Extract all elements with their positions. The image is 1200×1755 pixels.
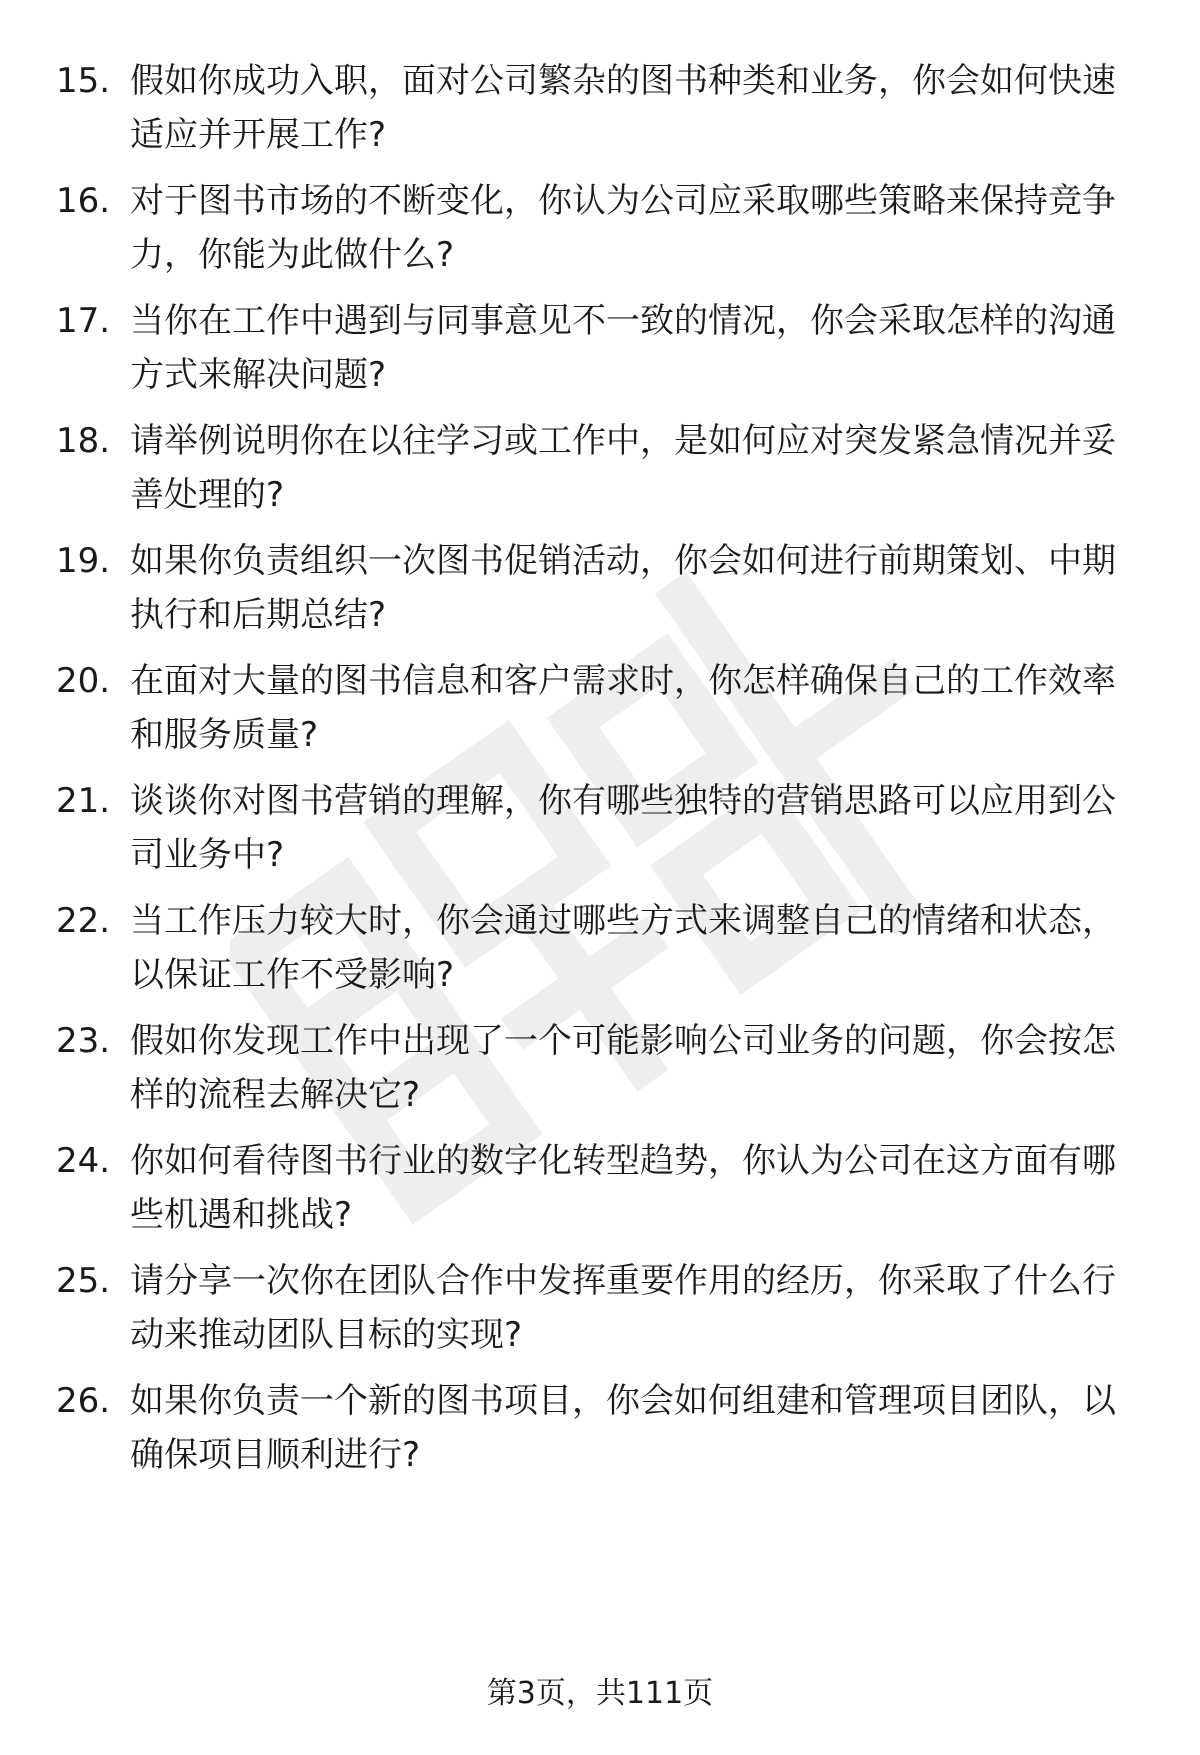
question-text: 假如你发现工作中出现了一个可能影响公司业务的问题，你会按怎样的流程去解决它? <box>130 1021 1116 1115</box>
list-item <box>0 414 1200 524</box>
question-text: 如果你负责一个新的图书项目，你会如何组建和管理项目团队，以确保项目顺利进行? <box>130 1381 1116 1475</box>
question-number: 16. <box>56 181 111 221</box>
question-number: 15. <box>56 61 111 101</box>
list-item <box>0 1014 1200 1124</box>
list-item <box>0 1134 1200 1244</box>
list-item <box>0 894 1200 1004</box>
question-text: 如果你负责组织一次图书促销活动，你会如何进行前期策划、中期执行和后期总结? <box>130 541 1116 635</box>
question-number: 26. <box>56 1381 111 1421</box>
list-item <box>0 54 1200 164</box>
list-item <box>0 774 1200 884</box>
list-item <box>0 654 1200 764</box>
list-item <box>0 174 1200 284</box>
question-text: 你如何看待图书行业的数字化转型趋势，你认为公司在这方面有哪些机遇和挑战? <box>130 1141 1116 1235</box>
question-text: 当工作压力较大时，你会通过哪些方式来调整自己的情绪和状态，以保证工作不受影响? <box>130 901 1116 995</box>
list-item <box>0 1254 1200 1364</box>
question-text: 请分享一次你在团队合作中发挥重要作用的经历，你采取了什么行动来推动团队目标的实现? <box>130 1261 1116 1355</box>
question-text: 请举例说明你在以往学习或工作中，是如何应对突发紧急情况并妥善处理的? <box>130 421 1116 515</box>
question-text: 当你在工作中遇到与同事意见不一致的情况，你会采取怎样的沟通方式来解决问题? <box>130 301 1116 395</box>
question-text: 对于图书市场的不断变化，你认为公司应采取哪些策略来保持竞争力，你能为此做什么? <box>130 181 1116 275</box>
question-number: 19. <box>56 541 111 581</box>
question-text: 谈谈你对图书营销的理解，你有哪些独特的营销思路可以应用到公司业务中? <box>130 781 1116 875</box>
question-text: 假如你成功入职，面对公司繁杂的图书种类和业务，你会如何快速适应并开展工作? <box>130 61 1116 155</box>
question-number: 17. <box>56 301 111 341</box>
question-number: 25. <box>56 1261 111 1301</box>
question-number: 24. <box>56 1141 111 1181</box>
list-item <box>0 294 1200 404</box>
question-text: 在面对大量的图书信息和客户需求时，你怎样确保自己的工作效率和服务质量? <box>130 661 1116 755</box>
question-number: 23. <box>56 1021 111 1061</box>
question-number: 22. <box>56 901 111 941</box>
list-item <box>0 1374 1200 1484</box>
list-item <box>0 534 1200 644</box>
page-footer: 第3页，共111页 <box>486 1676 714 1711</box>
question-number: 21. <box>56 781 111 821</box>
question-number: 18. <box>56 421 111 461</box>
question-number: 20. <box>56 661 111 701</box>
